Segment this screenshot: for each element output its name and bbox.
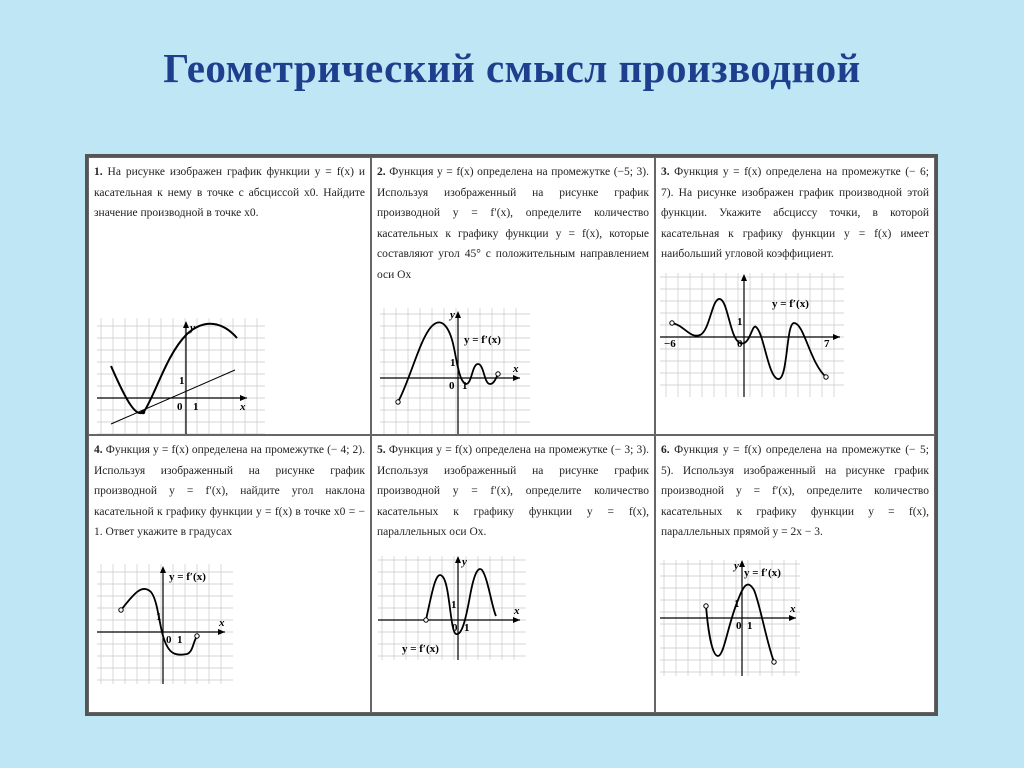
- task-text-1: [94, 162, 365, 224]
- graph-1: [97, 318, 265, 435]
- task-body: Функция y = f(x) определена на промежутке (− 4; 2). Используя изображенный на рисунке график производной y = f′(x), найдите угол наклона касательной к графику функции y = f(x) в точке x0 = − 1. Ответ укажите в градусах: [94, 444, 366, 538]
- unit-y-label: 1: [734, 598, 740, 610]
- graph-caption: y = f′(x): [772, 298, 809, 310]
- axis-x-label: x: [790, 603, 796, 615]
- task-text-5: [377, 440, 649, 543]
- task-number: 2.: [377, 166, 386, 178]
- task-cell-6: [655, 435, 935, 713]
- unit-y-label: 1: [451, 599, 457, 611]
- origin-label: 0: [452, 622, 458, 634]
- unit-y-label: 1: [179, 375, 185, 387]
- axis-x-label: x: [514, 605, 520, 617]
- task-text-4: [94, 440, 365, 543]
- task-text-6: [661, 440, 929, 543]
- task-text-2: [377, 162, 649, 285]
- origin-label: 0: [177, 401, 183, 413]
- axis-x-label: x: [513, 363, 519, 375]
- task-body: Функция y = f(x) определена на промежутке (− 5; 5). Используя изображенный на рисунке график производной y = f′(x), определите количество касательных к графику функции y = f(x), параллельных прямой y = 2x − 3.: [661, 444, 929, 538]
- right-bound-label: 7: [824, 338, 830, 350]
- task-cell-4: [88, 435, 371, 713]
- graph-5: [378, 556, 526, 660]
- unit-x-label: 1: [747, 620, 753, 632]
- task-number: 3.: [661, 166, 670, 178]
- graph-3: [660, 273, 844, 397]
- task-cell-5: [371, 435, 655, 713]
- task-body: Функция y = f(x) определена на промежутке (− 3; 3). Используя изображенный на рисунке график производной y = f′(x), определите количество касательных к графику функции y = f(x), параллельных оси Ox.: [377, 444, 650, 538]
- task-number: 1.: [94, 166, 103, 178]
- task-number: 5.: [377, 444, 386, 456]
- task-cell-3: [655, 157, 935, 435]
- origin-label: 0: [449, 380, 455, 392]
- graph-2: [380, 308, 530, 434]
- unit-x-label: 1: [177, 634, 183, 646]
- task-cell-2: [371, 157, 655, 435]
- unit-y-label: 1: [450, 357, 456, 369]
- task-table: [85, 154, 938, 716]
- unit-y-label: 1: [737, 316, 743, 328]
- unit-x-label: 1: [193, 401, 199, 413]
- graph-6: [660, 560, 800, 676]
- task-number: 4.: [94, 444, 103, 456]
- origin-label: 0: [166, 634, 172, 646]
- task-body: На рисунке изображен график функции y = f(x) и касательная к нему в точке с абсциссой x0. Найдите значение производной в точке x0.: [94, 166, 365, 219]
- origin-label: 0: [737, 338, 743, 350]
- origin-label: 0: [736, 620, 742, 632]
- task-body: Функция y = f(x) определена на промежутке (−5; 3). Используя изображенный на рисунке график производной y = f′(x), определите количество касательных к графику функции y = f(x), которые составляют угол 45° с положительным направлением оси Ox: [377, 166, 650, 281]
- graph-4: [97, 564, 233, 684]
- left-bound-label: −6: [664, 338, 676, 350]
- unit-y-label: 1: [156, 611, 162, 623]
- unit-x-label: 1: [464, 622, 470, 634]
- task-cell-1: [88, 157, 371, 435]
- graph-caption: y = f′(x): [464, 334, 501, 346]
- task-number: 6.: [661, 444, 670, 456]
- axis-y-label: y: [190, 322, 195, 334]
- axis-x-label: x: [219, 617, 225, 629]
- axis-y-label: y: [450, 309, 455, 321]
- graph-caption: y = f′(x): [169, 571, 206, 583]
- graph-caption: y = f′(x): [402, 643, 439, 655]
- axis-y-label: y: [462, 556, 467, 568]
- unit-x-label: 1: [462, 380, 468, 392]
- axis-y-label: y: [734, 560, 739, 572]
- task-body: Функция y = f(x) определена на промежутке (− 6; 7). На рисунке изображен график производной этой функции. Укажите абсциссу точки, в которой касательная к графику функции y = f(x) имеет наибольший угловой коэффициент.: [661, 166, 929, 260]
- graph-caption: y = f′(x): [744, 567, 781, 579]
- task-text-3: [661, 162, 929, 265]
- axis-x-label: x: [240, 401, 246, 413]
- slide-title: Геометрический смысл производной: [163, 45, 861, 91]
